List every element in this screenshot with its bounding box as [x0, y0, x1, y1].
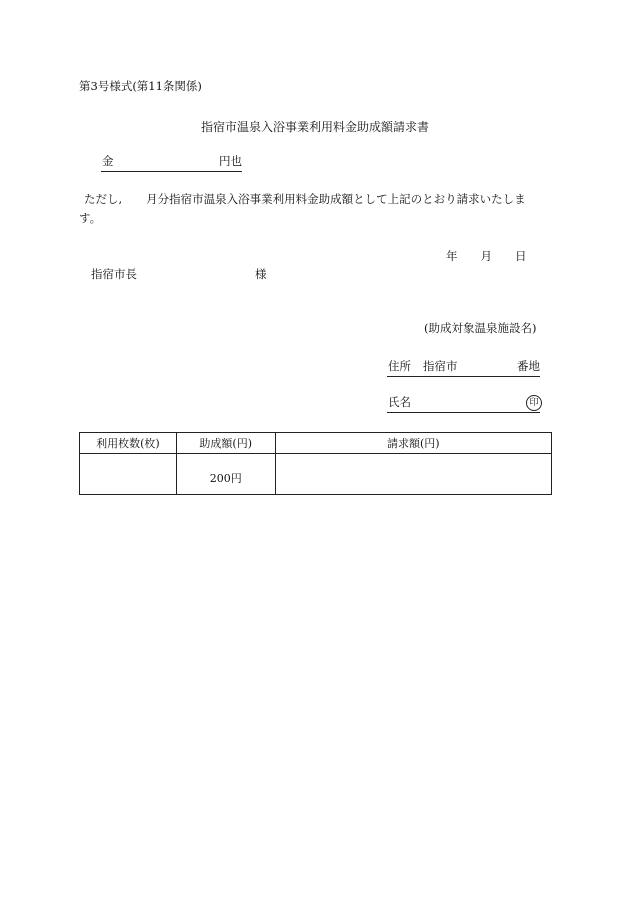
table-row	[80, 454, 552, 495]
table-header-row	[80, 433, 552, 454]
name-line	[387, 396, 540, 413]
date-year: 年	[446, 249, 458, 263]
subsidy-value: 200円	[209, 472, 242, 485]
cell-subsidy-amount	[176, 454, 275, 495]
body-however: ただし,	[84, 192, 123, 206]
document-title: 指宿市温泉入浴事業利用料金助成額請求書	[200, 120, 429, 134]
body-text-line2: す。	[79, 211, 102, 225]
address-label: 住所	[388, 359, 411, 373]
date-day: 日	[515, 249, 527, 263]
body-text-line1	[84, 193, 526, 207]
header-claim-amount: 請求額(円)	[275, 433, 551, 454]
body-main: 月分指宿市温泉入浴事業利用料金助成額として上記のとおり請求いたしま	[146, 192, 526, 206]
address-banchi: 番地	[517, 359, 540, 373]
header-usage-count: 利用枚数(枚)	[80, 433, 177, 454]
name-label: 氏名	[388, 395, 411, 409]
address-line	[387, 360, 540, 377]
amount-prefix: 金	[102, 154, 114, 168]
cell-claim-amount	[275, 454, 551, 495]
amount-line	[101, 155, 242, 172]
address-city: 指宿市	[423, 359, 458, 373]
form-number: 第3号様式(第11条関係)	[79, 79, 202, 93]
date-row	[446, 250, 527, 264]
addressee-honorific: 様	[255, 267, 267, 281]
addressee-title: 指宿市長	[91, 267, 137, 281]
claim-table	[79, 432, 552, 495]
seal-icon: 印	[526, 395, 542, 411]
cell-usage-count	[80, 454, 177, 495]
header-subsidy-amount: 助成額(円)	[176, 433, 275, 454]
date-month: 月	[480, 249, 492, 263]
facility-label: (助成対象温泉施設名)	[424, 321, 537, 335]
amount-suffix: 円也	[219, 154, 242, 168]
